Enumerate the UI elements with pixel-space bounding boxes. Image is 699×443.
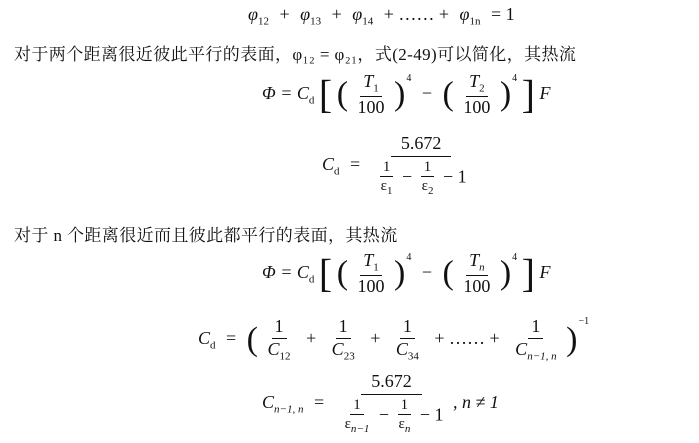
cn-equation: $C_{n-1, n}$ = 5.672 $\frac{1}{\varepsilon_{n-1}}$ − $\frac{1}{\varepsilon_n}$ − 1 , n ≠ 1 bbox=[262, 371, 499, 436]
paragraph-1: 对于两个距离很近彼此平行的表面，φ₁₂ = φ₂₁，式(2-49)可以简化，其热流 bbox=[14, 45, 577, 64]
fraction-t1: $\frac{T_1}{100}$ bbox=[357, 71, 385, 117]
cn-fraction: 5.672 $\frac{1}{\varepsilon_{n-1}}$ − $\frac{1}{\varepsilon_n}$ − 1 bbox=[344, 371, 444, 436]
cd-fraction: 5.672 $\frac{1}{\varepsilon_1}$ − $\frac{1}{\varepsilon_2}$ − 1 bbox=[380, 133, 467, 198]
phi-symbol: φ bbox=[248, 4, 258, 24]
fraction-t2: $\frac{T_2}{100}$ bbox=[463, 71, 491, 117]
heat-flux-equation-two-surfaces: $\Phi = C_d$ [ ( $\frac{T_1}{100}$ )$^4$ − ( $\frac{T_2}{100}$ )$^4$ ] F bbox=[262, 71, 551, 117]
fraction-tn: $\frac{T_n}{100}$ bbox=[463, 250, 491, 296]
cd-equation-two-surfaces: $C_d$ = 5.672 $\frac{1}{\varepsilon_1}$ − $\frac{1}{\varepsilon_2}$ − 1 bbox=[322, 134, 472, 197]
fraction-t1-n: $\frac{T_1}{100}$ bbox=[357, 250, 385, 296]
cd-equation-n-surfaces: $C_d$ = ( $\frac{1}{C_{12}}$ + $\frac{1}{C_{23}}$ + $\frac{1}{C_{34}}$ + …… + $\frac{1}{C_{n-1, n}}$ )$^{-1}$ bbox=[198, 316, 590, 363]
sum-equation: $\varphi_{12} + \varphi_{13} + \varphi_{14}$ + …… + $\varphi_{1n} = 1$ bbox=[248, 4, 515, 28]
heat-flux-equation-n-surfaces: $\Phi = C_d$ [ ( $\frac{T_1}{100}$ )$^4$ − ( $\frac{T_n}{100}$ )$^4$ ] F bbox=[262, 250, 551, 296]
paragraph-2: 对于 n 个距离很近而且彼此都平行的表面，其热流 bbox=[14, 226, 398, 245]
